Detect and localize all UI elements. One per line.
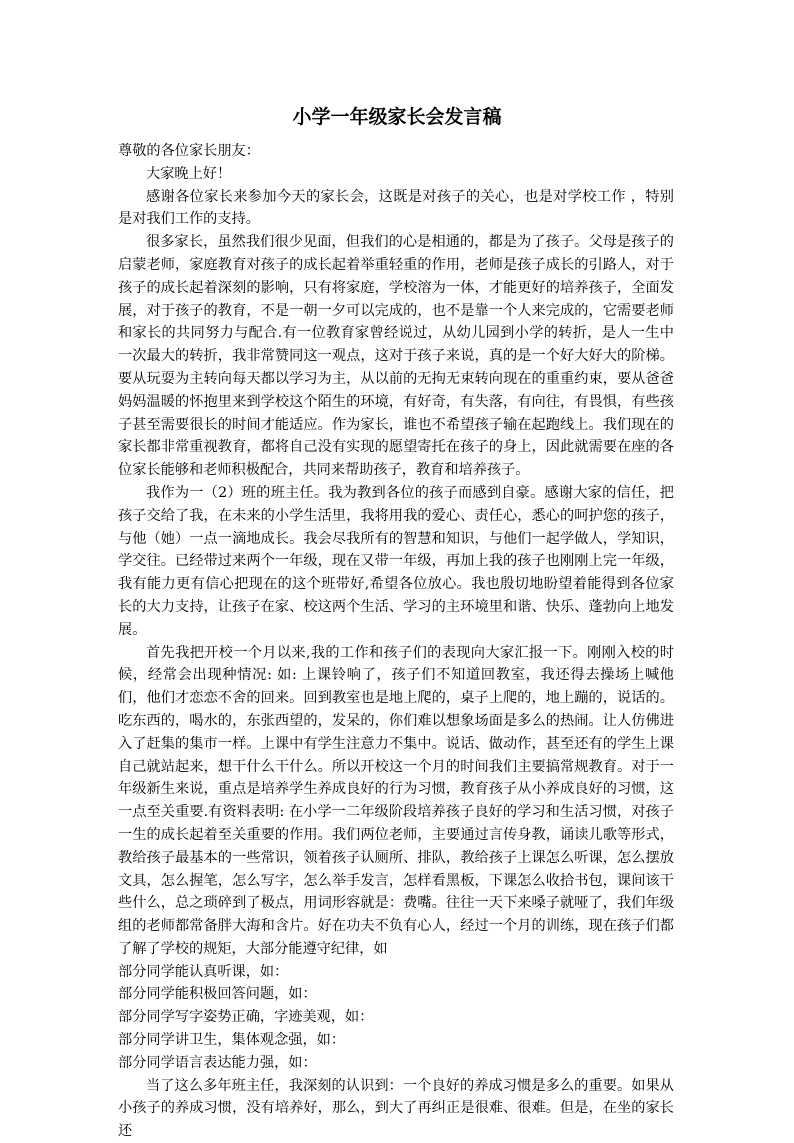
paragraph-report: 首先我把开校一个月以来,我的工作和孩子们的表现向大家汇报一下。刚刚入校的时候，经常会出现种情况: 如: 上课铃响了，孩子们不知道回教室，我还得去操场上喊他们，他们才恋恋不舍的回来。回到教室也是地上爬的，桌子上爬的，地上蹦的，说话的。吃东西的，喝水的，东张西望的，发呆的，你们难以想象场面是多么的热闹。让人仿佛进入了赶集的集市一样。上课中有学生注意力不集中。说话、做动作，甚至还有的学生上课自己就站起来，想干什么干什么。所以开校这一个月的时间我们主要搞常规教育。对于一年级新生来说，重点是培养学生养成良好的行为习惯，教育孩子从小养成良好的习惯，这一点至关重要.有资料表明: 在小学一二年级阶段培养孩子良好的学习和生活习惯，对孩子一生的成长起着至关重要的作用。我们两位老师，主要通过言传身教，诵读儿歌等形式，教给孩子最基本的一些常识，领着孩子认厕所、排队，教给孩子上课怎么听课，怎么摆放文具，怎么握笔，怎么写字，怎么举手发言，怎样看黑板，下课怎么收拾书包，课间该干些什么，总之琐碎到了极点，用词形容就是：费嘴。往往一天下来嗓子就哑了，我们年级组的老师都常备胖大海和含片。好在功夫不负有心人，经过一个月的训练，现在孩子们都了解了学校的规矩，大部分能遵守纪律，如 (118, 644, 674, 957)
document-title: 小学一年级家长会发言稿 (292, 106, 502, 128)
paragraph-parents: 很多家长，虽然我们很少见面，但我们的心是相通的，都是为了孩子。父母是孩子的启蒙老师，家庭教育对孩子的成长起着举重轻重的作用，老师是孩子成长的引路人，对于孩子的成长起着深刻的影响，只有将家庭，学校溶为一体，才能更好的培养孩子，全面发展，对于孩子的教育，不是一朝一夕可以完成的，也不是靠一个人来完成的，它需要老师和家长的共同努力与配合.有一位教育家曾经说过，从幼儿园到小学的转折，是人一生中一次最大的转折，我非常赞同这一观点，这对于孩子来说，真的是一个好大好大的阶梯。要从玩耍为主转向每天都以学习为主，从以前的无拘无束转向现在的重重约束，要从爸爸妈妈温暖的怀抱里来到学校这个陌生的环境，有好奇，有失落，有向往，有畏惧，有些孩子甚至需要很长的时间才能适应。作为家长，谁也不希望孩子输在起跑线上。我们现在的家长都非常重视教育，都将自己没有实现的愿望寄托在孩子的身上，因此就需要在座的各位家长能够和老师积极配合，共同来帮助孩子，教育和培养孩子。 (118, 234, 674, 479)
paragraph-thanks: 感谢各位家长来参加今天的家长会，这既是对孩子的关心，也是对学校工作 ，特别是对我们工作的支持。 (118, 188, 674, 228)
greeting: 尊敬的各位家长朋友： (118, 143, 260, 159)
example-line: 部分同学能认真听课，如： (118, 963, 289, 980)
paragraph-teacher-intro: 我作为一（2）班的班主任。我为教到各位的孩子而感到自豪。感谢大家的信任，把孩子交给了我，在未来的小学生活里，我将用我的爱心、责任心，悉心的呵护您的孩子，与他（她）一点一滴地成长。我会尽我所有的智慧和知识，与他们一起学做人，学知识，学交往。已经带过来两个一年级，现在又带一年级，再加上我的孩子也刚刚上完一年级，我有能力更有信心把现在的这个班带好,希望各位放心。我也殷切地盼望着能得到各位家长的大力支持，让孩子在家、校这两个生活、学习的主环境里和谐、快乐、蓬勃向上地发展。 (118, 484, 674, 638)
example-line: 部分同学能积极回答问题，如： (118, 986, 317, 1003)
document-body (118, 140, 674, 1143)
example-line: 部分同学语言表达能力强，如： (118, 1054, 317, 1071)
paragraph-closing: 当了这么多年班主任，我深刻的认识到：一个良好的养成习惯是多么的重要。如果从小孩子的养成习惯，没有培养好，那么，到大了再纠正是很难、很难。但是，在坐的家长还 (118, 1077, 674, 1140)
example-line: 部分同学写字姿势正确，字迹美观，如： (118, 1009, 374, 1026)
example-line: 部分同学讲卫生，集体观念强，如： (118, 1032, 346, 1049)
hello-line: 大家晚上好！ (146, 165, 232, 182)
